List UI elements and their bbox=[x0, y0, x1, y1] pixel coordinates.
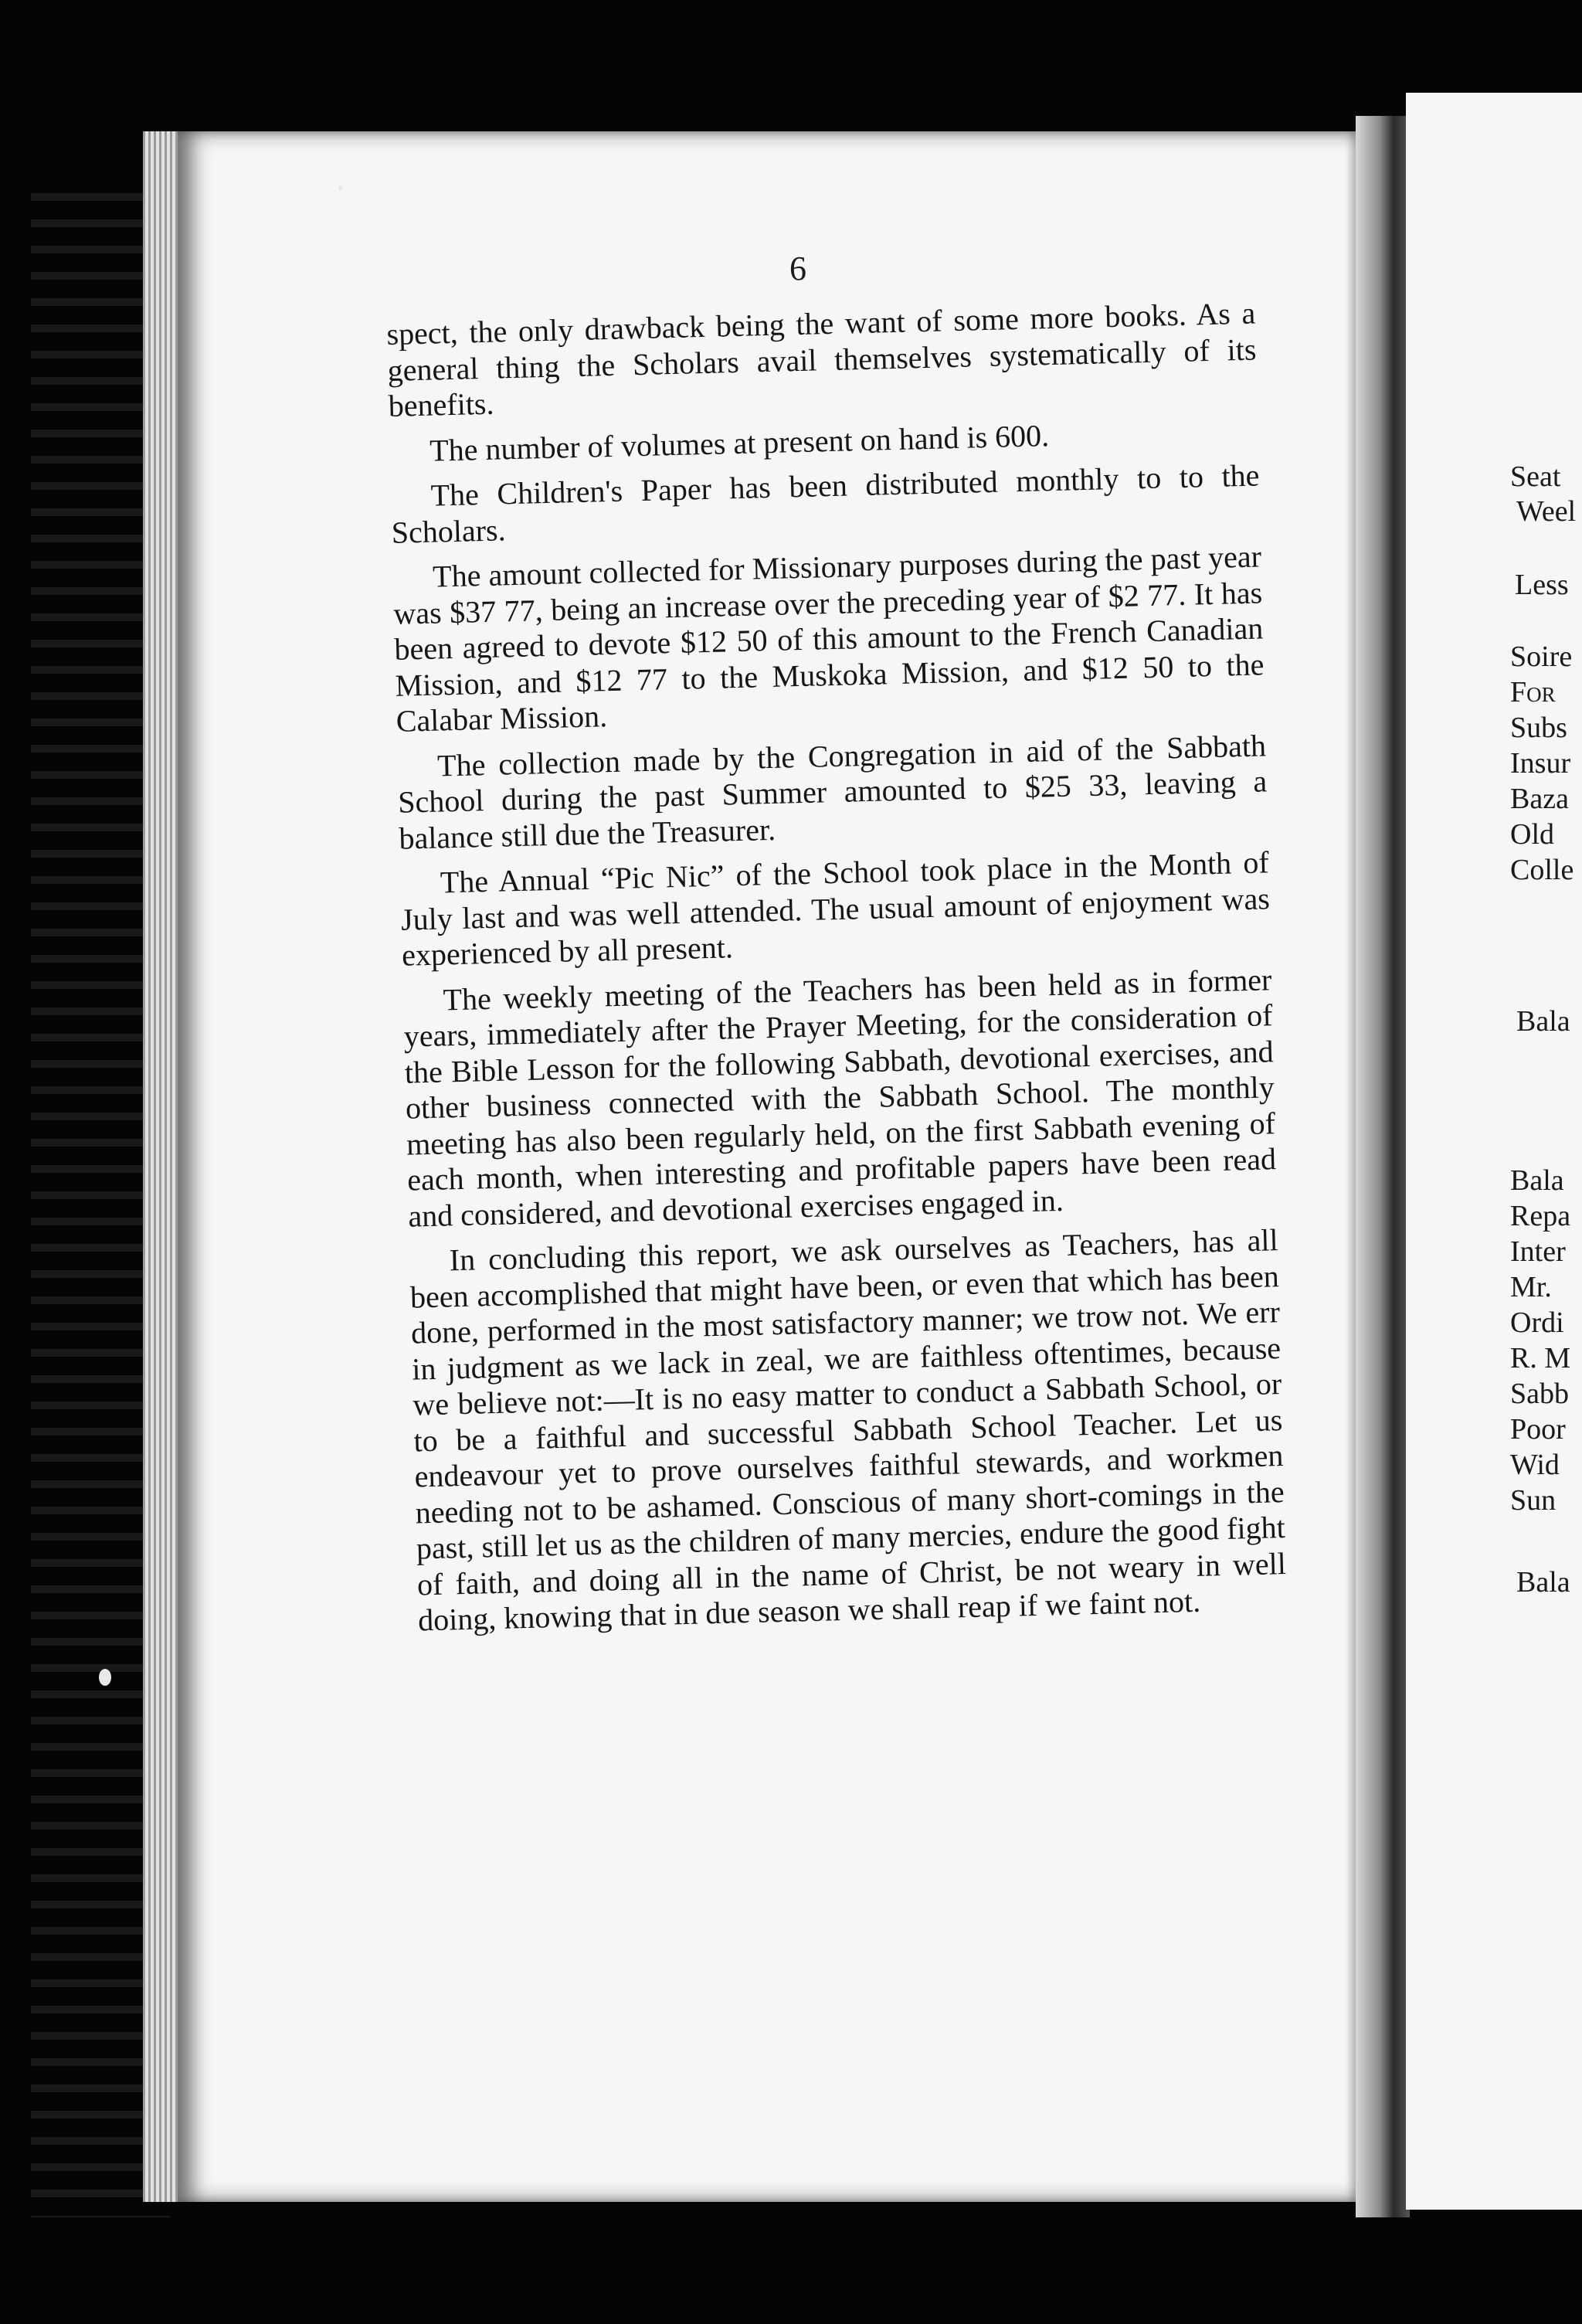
paragraph-teachers-meeting: The weekly meeting of the Teachers has been held as in former years, immediately after the Prayer Meeting, for the consideration of the Bible Lesson for the following Sabbath, devotional exercises, and other business connected with the Sabbath School. The monthly meeting has also been regularly held, on the first Sabbath evening of each month, when interesting and profitable papers have been read and considered, and devotional exercises engaged in. bbox=[403, 961, 1277, 1234]
facing-page-text bbox=[1510, 0, 1582, 2324]
film-speck bbox=[99, 1669, 111, 1686]
paragraph-missionary: The amount collected for Missionary purposes during the past year was $37 77, being an increase over the preceding year of $2 77. It has been agreed to devote $12 50 of this amount to the French Canadian Mission, and $12 77 to the Muskoka Mission, and $12 50 to the Calabar Mission. bbox=[392, 539, 1265, 739]
facing-line: Sabb bbox=[1510, 1378, 1569, 1410]
facing-line: Bala bbox=[1516, 1005, 1570, 1038]
facing-line: Poor bbox=[1510, 1413, 1566, 1446]
facing-line: Insur bbox=[1510, 747, 1571, 780]
facing-line: Sun bbox=[1510, 1484, 1557, 1517]
facing-line: Bala bbox=[1516, 1566, 1570, 1599]
paragraph-childrens-paper: The Children's Paper has been distributed monthly to to the Scholars. bbox=[391, 457, 1260, 550]
paragraph-pic-nic: The Annual “Pic Nic” of the School took place in the Month of July last and was well attended. The usual amount of enjoyment was experienced by all present. bbox=[400, 844, 1271, 973]
page-number: 6 bbox=[789, 250, 806, 287]
facing-line: Seat bbox=[1510, 460, 1561, 493]
facing-line: Less bbox=[1515, 569, 1569, 601]
facing-line: Wid bbox=[1510, 1449, 1560, 1481]
facing-line: Weel bbox=[1516, 495, 1577, 528]
facing-line: Inter bbox=[1510, 1235, 1566, 1268]
facing-line: Subs bbox=[1510, 712, 1567, 744]
film-speck bbox=[338, 185, 343, 190]
paragraph-library: spect, the only drawback being the want of some more books. As a general thing the Scholars avail themselves systematically of its benefits. bbox=[386, 295, 1257, 423]
book-gutter bbox=[1356, 116, 1410, 2217]
facing-line: R. M bbox=[1510, 1342, 1571, 1374]
facing-line: Mr. bbox=[1510, 1271, 1552, 1303]
facing-line: Colle bbox=[1510, 854, 1574, 886]
paragraph-conclusion: In concluding this report, we ask ourselves as Teachers, has all been accomplished that might have been, or even that which has been done, performed in the most satisfactory manner; we trow not. We err in judgment as we lack in zeal, we are faithless oftentimes, because we believe not:—It is no easy matter to conduct a Sabbath School, or to be a faithful and successful Sabbath School Teacher. Let us endeavour yet to prove ourselves faithful stewards, and workmen needing not to be ashamed. Conscious of many short-comings in the past, still let us as the children of many mercies, endure the good fight of faith, and doing all in the name of Christ, be not weary in well doing, knowing that in due season we shall reap if we faint not. bbox=[409, 1222, 1287, 1638]
facing-line: Old bbox=[1510, 818, 1554, 851]
facing-line: For bbox=[1510, 676, 1556, 708]
facing-line: Repa bbox=[1510, 1200, 1571, 1232]
paragraph-volumes: The number of volumes at present on hand is 600. bbox=[429, 417, 1050, 468]
report-text bbox=[386, 296, 1288, 1648]
facing-line: Soire bbox=[1510, 640, 1573, 673]
facing-line: Ordi bbox=[1510, 1306, 1564, 1339]
facing-line: Baza bbox=[1510, 783, 1569, 815]
paragraph-collection: The collection made by the Congregation in aid of the Sabbath School during the past Summer amounted to $25 33, leaving a balance still due the Treasurer. bbox=[397, 727, 1268, 856]
facing-line: Bala bbox=[1510, 1164, 1564, 1197]
